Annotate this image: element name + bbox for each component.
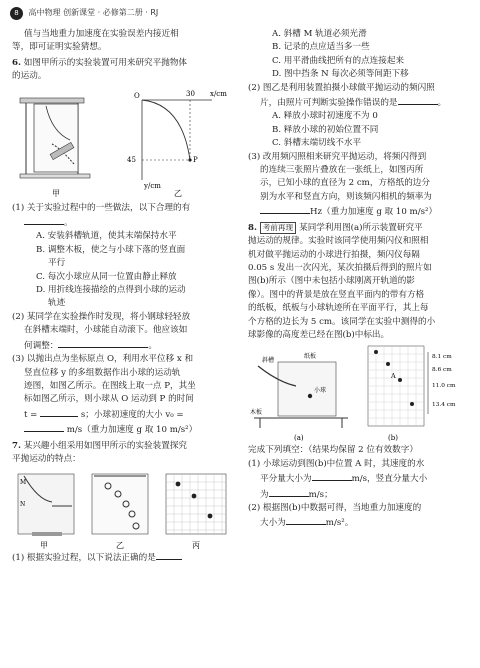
fig6-label-yi: 乙 bbox=[174, 188, 182, 198]
q6-1-option-cont: 平行 bbox=[48, 258, 66, 269]
q6-3-line: t = s；小球初速度的大小 v₀ = bbox=[12, 407, 232, 422]
fig6-point-p: P bbox=[193, 155, 198, 164]
q8-2-line: (2) 根据图(b)中数据可得，当地重力加速度的 bbox=[248, 502, 422, 513]
q7-1-stem: (1) 根据实验过程，以下说法正确的是 bbox=[12, 550, 232, 565]
fig6-y-unit: y/cm bbox=[144, 181, 161, 190]
q6-1-answer-line: 。 bbox=[12, 215, 232, 230]
left-column bbox=[12, 28, 232, 566]
q8-tag: 考前再现 bbox=[260, 222, 296, 234]
q6-1-stem: (1) 关于实验过程中的一些做法，以下合理的有 bbox=[12, 202, 191, 213]
q8-stem: 8. 考前再现 某同学利用图(a)所示装置研究平 bbox=[248, 222, 423, 233]
q8-line: 图(b)所示（图中未包括小球刚离开轨道的影 bbox=[248, 276, 415, 287]
q7-1-option: B. 记录的点应适当多一些 bbox=[272, 42, 370, 53]
fig8-dist-1: 8.1 cm bbox=[432, 354, 452, 361]
q8-line: 机对做平抛运动的小球进行拍摄，频闪仪每隔 bbox=[248, 249, 420, 260]
fig8-label-ball: 小球 bbox=[314, 387, 327, 395]
fig8-caption-b: (b) bbox=[388, 434, 398, 443]
q6-3-line: 迹图，如图乙所示。在图线上取一点 P，其坐 bbox=[24, 380, 196, 391]
q7-2-line: (2) 图乙是利用装置拍摄小球做平抛运动的频闪照 bbox=[248, 82, 435, 93]
q7-stem: 7. 某兴趣小组采用如图甲所示的实验装置探究 bbox=[12, 440, 188, 451]
q8-1-line: (1) 小球运动到图(b)中位置 A 时，其速度的水 bbox=[248, 458, 425, 469]
q6-stem-line: 的运动。 bbox=[12, 71, 47, 82]
fig8-caption-a: (a) bbox=[294, 434, 304, 443]
q6-3-line: 标如图乙所示，则小球从 O 运动到 P 的时间 bbox=[24, 394, 194, 405]
fig6-x30: 30 bbox=[186, 89, 195, 98]
q8-line: 的纸板，纸板与小球轨迹所在平面平行，其上每 bbox=[248, 303, 429, 314]
q6-2-line: (2) 某同学在实验操作时发现，将小钢球轻轻放 bbox=[12, 311, 191, 322]
q7-apparatus-photos bbox=[12, 466, 232, 550]
q8-line: 个方格的边长为 5 cm。该同学在实验中测得的小 bbox=[248, 316, 436, 327]
q6-1-option-cont: 轨迹 bbox=[48, 298, 66, 309]
q7-number: 7. bbox=[12, 440, 21, 451]
q6-1-option: A. 安装斜槽轨道，使其末端保持水平 bbox=[36, 231, 177, 242]
fig7-label-yi: 乙 bbox=[116, 541, 124, 551]
q6-stem: 6. 如图甲所示的实验装置可用来研究平抛物体 bbox=[12, 57, 188, 68]
fig7-label-m: M bbox=[20, 479, 27, 487]
q6-apparatus-and-graph bbox=[12, 84, 232, 202]
fig6-label-jia: 甲 bbox=[52, 188, 60, 198]
q7-2-option: C. 斜槽末端切线不水平 bbox=[272, 138, 362, 149]
fig8-label-plank: 木板 bbox=[250, 409, 263, 417]
q7-3-line: (3) 改用频闪照相来研究平抛运动，将频闪得到 bbox=[248, 151, 427, 162]
q6-2-line: 何调整： 。 bbox=[12, 338, 232, 353]
intro-line: 值与当地重力加速度在实验误差内接近相 bbox=[24, 29, 179, 39]
q6-3-line: m/s（重力加速度 g 取 10 m/s²） bbox=[12, 422, 232, 437]
q7-3-line: 别为水平和竖直方向，则该频闪相机的频率为 bbox=[260, 191, 432, 202]
header-text: 高中物理 创新课堂 · 必修第二册 · RJ bbox=[28, 8, 159, 17]
fig6-x-unit: x/cm bbox=[210, 89, 227, 98]
q7-2-option: B. 释放小球的初始位置不同 bbox=[272, 124, 379, 135]
q8-apparatus-and-grid bbox=[248, 342, 472, 444]
q8-line: 像）。图中的背景是放在竖直平面内的带有方格 bbox=[248, 289, 425, 300]
q7-1-option: C. 用平滑曲线把所有的点连接起来 bbox=[272, 55, 405, 66]
q8-line: 球影像的高度差已经在图(b)中标出。 bbox=[248, 329, 390, 340]
figure-q6 bbox=[12, 84, 232, 202]
figure-q8 bbox=[248, 342, 472, 444]
q6-1-option: B. 调整木板，使之与小球下落的竖直面 bbox=[36, 244, 186, 255]
fig8-label-chute: 斜槽 bbox=[262, 357, 275, 365]
q7-3-line: 示，已知小球的直径为 2 cm，方格纸的边分 bbox=[260, 178, 430, 189]
q6-3-line: (3) 以抛出点为坐标原点 O，利用水平位移 x 和 bbox=[12, 354, 194, 365]
fig8-dist-3: 11.0 cm bbox=[432, 383, 456, 390]
fig6-origin: O bbox=[134, 91, 140, 100]
q7-stem-line: 平抛运动的特点： bbox=[12, 453, 81, 464]
fig8-dist-2: 8.6 cm bbox=[432, 367, 452, 374]
fig8-point-a: A bbox=[391, 372, 396, 381]
fig8-label-board: 纸板 bbox=[304, 353, 317, 361]
fig6-y45: 45 bbox=[127, 155, 136, 164]
q6-1-option: D. 用折线连接描绘的点得到小球的运动 bbox=[36, 285, 186, 296]
q6-2-line: 在斜槽末端时，小球能自动滚下。他应该如 bbox=[24, 325, 188, 336]
q7-2-line: 片，由照片可判断实验操作错误的是 。 bbox=[248, 95, 472, 110]
q8-line: 抛运动的规律。实验时该同学使用频闪仪和照相 bbox=[248, 236, 429, 247]
figure-q7 bbox=[12, 466, 232, 550]
q6-number: 6. bbox=[12, 57, 21, 68]
fig7-label-n: N bbox=[20, 501, 26, 509]
q8-line: 0.05 s 发出一次闪光，某次拍摄后得到的照片如 bbox=[248, 262, 432, 273]
q7-3-line: 的连续三张照片叠放在一张纸上，如图丙所 bbox=[260, 165, 424, 176]
q6-3-line: 竖直位移 y 的多组数据作出小球的运动轨 bbox=[24, 367, 181, 378]
q7-3-line: Hz（重力加速度 g 取 10 m/s²） bbox=[248, 204, 472, 219]
intro-line: 等，即可证明实验猜想。 bbox=[12, 42, 107, 53]
fig7-label-bing: 丙 bbox=[192, 541, 200, 551]
q8-2-line: 大小为 m/s²。 bbox=[248, 515, 472, 530]
q8-1-line: 为 m/s； bbox=[248, 487, 472, 502]
page-number: 8 bbox=[10, 7, 23, 20]
q6-1-option: C. 每次小球应从同一位置由静止释放 bbox=[36, 271, 177, 282]
q7-1-option: D. 图中挡条 N 每次必须等间距下移 bbox=[272, 69, 409, 80]
q8-1-line: 平分量大小为 m/s，竖直分量大小 bbox=[248, 471, 472, 486]
page-header bbox=[10, 7, 470, 23]
q7-1-option: A. 斜槽 M 轨道必须光滑 bbox=[272, 29, 367, 39]
fig7-label-jia: 甲 bbox=[40, 541, 48, 551]
q8-number: 8. bbox=[248, 222, 257, 233]
right-column bbox=[248, 28, 472, 531]
fig8-dist-4: 13.4 cm bbox=[432, 402, 456, 409]
q8-instruction: 完成下列填空：（结果均保留 2 位有效数字） bbox=[248, 445, 418, 456]
q7-2-option: A. 释放小球时初速度不为 0 bbox=[272, 111, 378, 122]
